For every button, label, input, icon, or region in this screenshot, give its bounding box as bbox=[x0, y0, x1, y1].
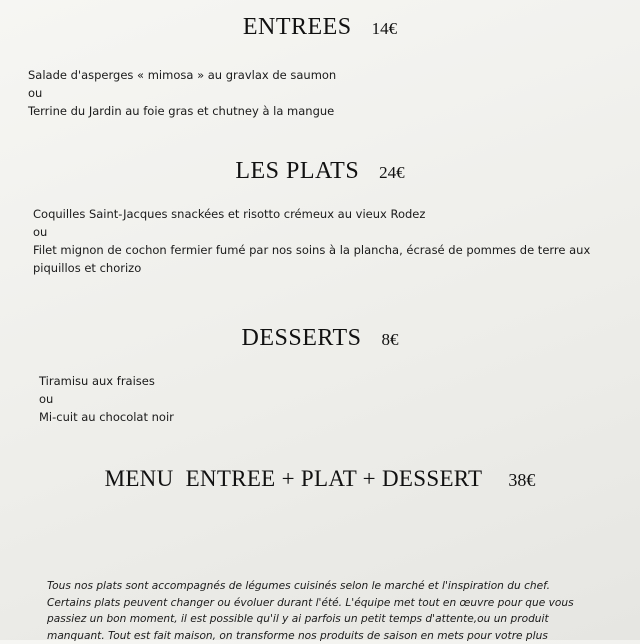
footnote-text: Tous nos plats sont accompagnés de légumes cuisinés selon le marché et l'inspiration du chef. Certains plats peuvent changer ou évoluer durant l'été. L'équipe met tout en œuvre pour que vous passiez un bon moment, il est possible qu'il y ai parfois un petit temps d'attente,ou un produit manquant. Tout est fait maison, on transforme nos produits de saison en mets pour votre plus bbox=[47, 580, 574, 642]
desserts-title: DESSERTS bbox=[241, 325, 362, 351]
menu-price: 38€ bbox=[508, 470, 536, 490]
desserts-item: Mi-cuit au chocolat noir bbox=[39, 410, 174, 424]
plats-list bbox=[33, 205, 593, 277]
desserts-or: ou bbox=[39, 392, 54, 406]
entrees-or: ou bbox=[28, 86, 43, 100]
menu-heading bbox=[0, 466, 640, 492]
desserts-item: Tiramisu aux fraises bbox=[39, 374, 155, 388]
plats-item: Coquilles Saint-Jacques snackées et risotto crémeux au vieux Rodez bbox=[33, 207, 426, 221]
plats-price: 24€ bbox=[379, 163, 405, 182]
entrees-heading bbox=[0, 14, 640, 41]
plats-title: LES PLATS bbox=[235, 158, 360, 184]
plats-item: Filet mignon de cochon fermier fumé par nos soins à la plancha, écrasé de pommes de terre aux piquillos et chorizo bbox=[33, 243, 591, 275]
plats-or: ou bbox=[33, 225, 48, 239]
desserts-price: 8€ bbox=[381, 330, 399, 349]
plats-heading bbox=[0, 158, 640, 185]
entrees-item: Salade d'asperges « mimosa » au gravlax de saumon bbox=[28, 68, 337, 82]
desserts-heading bbox=[0, 325, 640, 352]
entrees-list bbox=[28, 66, 336, 120]
menu-title: MENU ENTREE + PLAT + DESSERT bbox=[104, 466, 483, 491]
entrees-item: Terrine du Jardin au foie gras et chutney à la mangue bbox=[28, 104, 335, 118]
desserts-list bbox=[39, 372, 174, 426]
entrees-title: ENTREES bbox=[242, 14, 352, 40]
entrees-price: 14€ bbox=[371, 19, 398, 38]
